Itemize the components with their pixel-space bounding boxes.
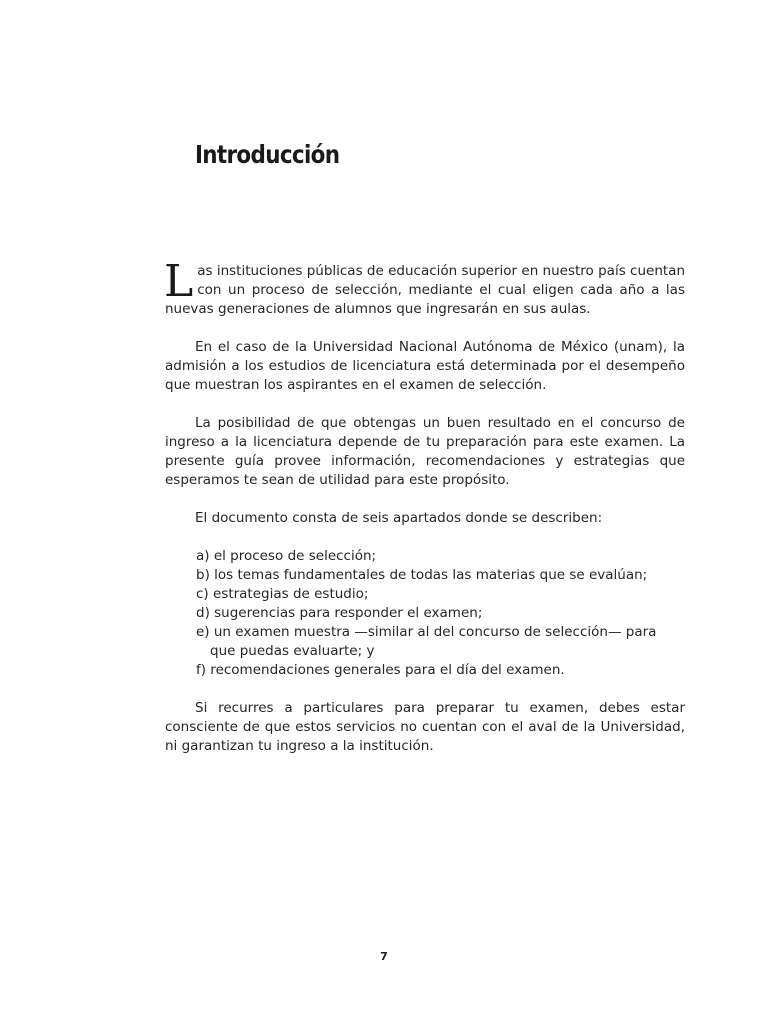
list-item: b) los temas fundamentales de todas las materias que se evalúan; — [196, 567, 648, 583]
spacer — [165, 680, 685, 699]
body-text — [164, 256, 685, 756]
page-number: 7 — [380, 950, 388, 963]
list-item: f) recomendaciones generales para el día del examen. — [196, 662, 565, 678]
unam-paragraph: En el caso de la Universidad Nacional Autónoma de México (unam), la admisión a los estudios de licenciatura está determinada por el desempeño que muestran los aspirantes en el examen de selección. — [165, 339, 685, 393]
page-title: Introducción — [195, 140, 340, 169]
list-item: e) un examen muestra —similar al del concurso de selección— para que puedas evaluarte; y — [196, 624, 657, 659]
drop-cap: L — [164, 256, 194, 307]
document-sections-paragraph: El documento consta de seis apartados donde se describen: — [195, 510, 603, 526]
disclaimer-paragraph: Si recurres a particulares para preparar tu examen, debes estar consciente de que estos servicios no cuentan con el aval de la Universidad, ni garantizan tu ingreso a la institución. — [165, 700, 685, 754]
intro-paragraph — [164, 256, 685, 319]
preparation-paragraph: La posibilidad de que obtengas un buen resultado en el concurso de ingreso a la licenciatura depende de tu preparación para este examen. La presente guía provee información, recomendaciones y estrategias que esperamos te sean de utilidad para este propósito. — [165, 415, 685, 488]
sections-list — [165, 547, 685, 680]
list-item: d) sugerencias para responder el examen; — [196, 605, 483, 621]
list-item: c) estrategias de estudio; — [196, 586, 369, 602]
intro-paragraph-text: as instituciones públicas de educación superior en nuestro país cuentan con un proceso de selección, mediante el cual eligen cada año a las nuevas generaciones de alumnos que ingresarán en sus aulas. — [165, 263, 685, 317]
list-item: a) el proceso de selección; — [196, 548, 377, 564]
